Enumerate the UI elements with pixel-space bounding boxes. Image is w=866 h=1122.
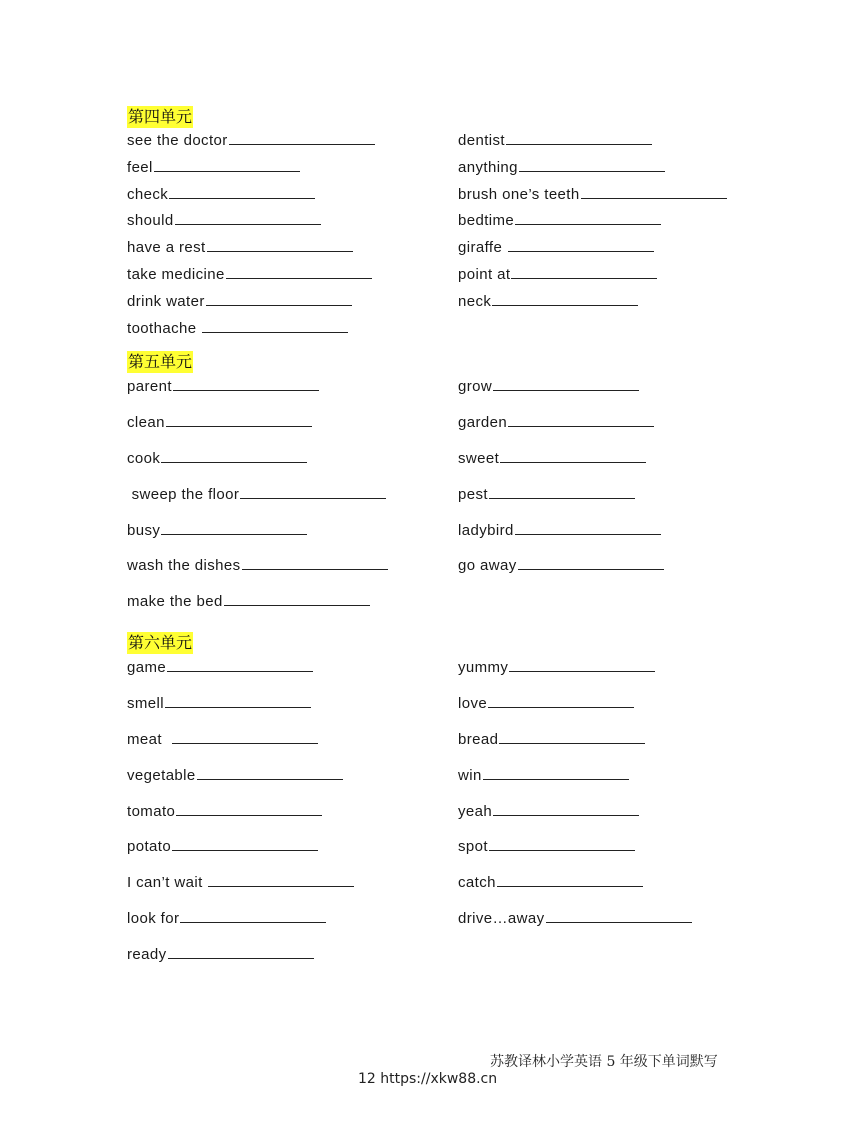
answer-blank[interactable] (168, 957, 314, 959)
vocab-word: vegetable (127, 766, 196, 784)
vocab-word: dentist (458, 132, 505, 149)
vocab-word: have a rest (127, 239, 206, 257)
answer-blank[interactable] (207, 250, 353, 252)
answer-blank[interactable] (483, 778, 629, 780)
answer-blank[interactable] (161, 461, 307, 463)
answer-blank[interactable] (240, 497, 386, 499)
answer-blank[interactable] (167, 670, 313, 672)
vocab-item (127, 548, 458, 584)
answer-blank[interactable] (161, 533, 307, 535)
vocab-item (127, 513, 458, 549)
answer-blank[interactable] (500, 461, 646, 463)
vocab-item (127, 758, 458, 794)
vocab-word: wash the dishes (127, 557, 241, 575)
vocab-word: take medicine (127, 265, 225, 283)
vocab-grid (127, 128, 767, 342)
answer-blank[interactable] (489, 497, 635, 499)
answer-blank[interactable] (229, 143, 375, 145)
vocab-word: drive…away (458, 910, 545, 928)
vocab-word: anything (458, 158, 518, 176)
answer-blank[interactable] (208, 885, 354, 887)
vocab-item (458, 405, 758, 441)
vocab-item (127, 405, 458, 441)
unit-4-section (127, 106, 767, 342)
empty-cell (458, 937, 758, 973)
vocab-item (127, 155, 458, 182)
answer-blank[interactable] (506, 143, 652, 145)
answer-blank[interactable] (197, 778, 343, 780)
vocab-word: check (127, 185, 169, 203)
vocab-word: make the bed (127, 593, 223, 611)
vocab-item (458, 441, 758, 477)
vocab-item (127, 235, 458, 262)
vocab-item (458, 208, 758, 235)
vocab-word: ladybird (458, 521, 514, 539)
answer-blank[interactable] (519, 170, 665, 172)
unit-heading: 第六单元 (128, 633, 193, 652)
vocab-word: ready (127, 946, 167, 964)
empty-cell (458, 584, 758, 620)
vocab-item (127, 794, 458, 830)
answer-blank[interactable] (508, 425, 654, 427)
vocab-item (458, 182, 758, 209)
vocab-item (458, 758, 758, 794)
answer-blank[interactable] (511, 277, 657, 279)
vocab-item (458, 235, 758, 262)
vocab-item (458, 262, 758, 289)
vocab-item (127, 584, 458, 620)
answer-blank[interactable] (488, 706, 634, 708)
vocab-grid (127, 369, 767, 620)
vocab-item (458, 289, 758, 316)
answer-blank[interactable] (206, 304, 352, 306)
unit-heading: 第四单元 (128, 107, 193, 126)
vocab-grid (127, 650, 767, 973)
vocab-word: see the doctor (127, 132, 228, 149)
answer-blank[interactable] (172, 849, 318, 851)
vocab-word: neck (458, 292, 492, 310)
vocab-word: meat (127, 730, 172, 748)
empty-cell (458, 316, 758, 343)
vocab-item (127, 208, 458, 235)
footer-title: 苏教译林小学英语 5 年级下单词默写 (490, 1054, 718, 1070)
answer-blank[interactable] (180, 921, 326, 923)
answer-blank[interactable] (493, 389, 639, 391)
vocab-item (458, 513, 758, 549)
vocab-word: grow (458, 378, 493, 395)
answer-blank[interactable] (154, 170, 300, 172)
vocab-item (127, 901, 458, 937)
unit-6-section (127, 632, 767, 973)
vocab-word: parent (127, 378, 172, 395)
vocab-word: drink water (127, 292, 205, 310)
answer-blank[interactable] (518, 568, 664, 570)
vocab-item (458, 829, 758, 865)
vocab-item (127, 289, 458, 316)
answer-blank[interactable] (492, 304, 638, 306)
answer-blank[interactable] (508, 250, 654, 252)
vocab-word: yummy (458, 659, 509, 676)
answer-blank[interactable] (224, 604, 370, 606)
answer-blank[interactable] (175, 223, 321, 225)
answer-blank[interactable] (176, 814, 322, 816)
vocab-item (127, 262, 458, 289)
vocab-word: bedtime (458, 212, 515, 230)
vocab-word: busy (127, 521, 161, 539)
vocab-word: potato (127, 838, 172, 856)
vocab-word: clean (127, 413, 165, 431)
answer-blank[interactable] (515, 223, 661, 225)
answer-blank[interactable] (515, 533, 661, 535)
vocab-word: garden (458, 413, 508, 431)
vocab-word: win (458, 766, 482, 784)
answer-blank[interactable] (166, 425, 312, 427)
vocab-item (458, 650, 758, 686)
answer-blank[interactable] (172, 742, 318, 744)
answer-blank[interactable] (497, 885, 643, 887)
answer-blank[interactable] (226, 277, 372, 279)
vocab-word: giraffe (458, 239, 507, 257)
answer-blank[interactable] (581, 197, 727, 199)
vocab-word: pest (458, 485, 488, 503)
vocab-item (458, 865, 758, 901)
vocab-item (458, 155, 758, 182)
vocab-word: toothache (127, 319, 202, 337)
vocab-word: catch (458, 874, 496, 892)
answer-blank[interactable] (493, 814, 639, 816)
vocab-word: game (127, 659, 167, 676)
vocab-word: tomato (127, 802, 176, 820)
vocab-word: cook (127, 449, 161, 467)
footer-url: 12 https://xkw88.cn (358, 1071, 498, 1087)
unit-heading: 第五单元 (128, 352, 193, 371)
vocab-item (127, 722, 458, 758)
answer-blank[interactable] (499, 742, 645, 744)
vocab-word: I can’t wait (127, 874, 208, 892)
vocab-item (127, 182, 458, 209)
answer-blank[interactable] (169, 197, 315, 199)
vocab-item (458, 901, 758, 937)
answer-blank[interactable] (165, 706, 311, 708)
vocab-item (127, 937, 458, 973)
vocab-word: go away (458, 557, 517, 575)
vocab-word: look for (127, 910, 180, 928)
vocab-item (458, 686, 758, 722)
answer-blank[interactable] (489, 849, 635, 851)
vocab-item (127, 829, 458, 865)
vocab-word: smell (127, 694, 165, 712)
vocab-word: yeah (458, 802, 493, 820)
vocab-item (127, 477, 458, 513)
vocab-word: should (127, 212, 174, 230)
vocab-item (458, 548, 758, 584)
vocab-word: brush one’s teeth (458, 185, 580, 203)
vocab-item (127, 128, 458, 155)
vocab-item (458, 722, 758, 758)
vocab-item (458, 128, 758, 155)
vocab-word: point at (458, 265, 511, 283)
vocab-word: feel (127, 158, 153, 176)
vocab-item (458, 477, 758, 513)
vocab-item (458, 794, 758, 830)
vocab-word: sweet (458, 449, 500, 467)
unit-5-section (127, 351, 767, 620)
vocab-item (127, 650, 458, 686)
vocab-item (127, 316, 458, 343)
vocab-word: bread (458, 730, 499, 748)
vocab-item (127, 369, 458, 405)
answer-blank[interactable] (202, 331, 348, 333)
vocab-item (127, 441, 458, 477)
answer-blank[interactable] (509, 670, 655, 672)
answer-blank[interactable] (173, 389, 319, 391)
vocab-item (127, 865, 458, 901)
vocab-word: spot (458, 838, 488, 856)
vocab-word: love (458, 694, 488, 712)
vocab-word: sweep the floor (127, 485, 240, 503)
answer-blank[interactable] (242, 568, 388, 570)
answer-blank[interactable] (546, 921, 692, 923)
vocab-item (127, 686, 458, 722)
vocab-item (458, 369, 758, 405)
